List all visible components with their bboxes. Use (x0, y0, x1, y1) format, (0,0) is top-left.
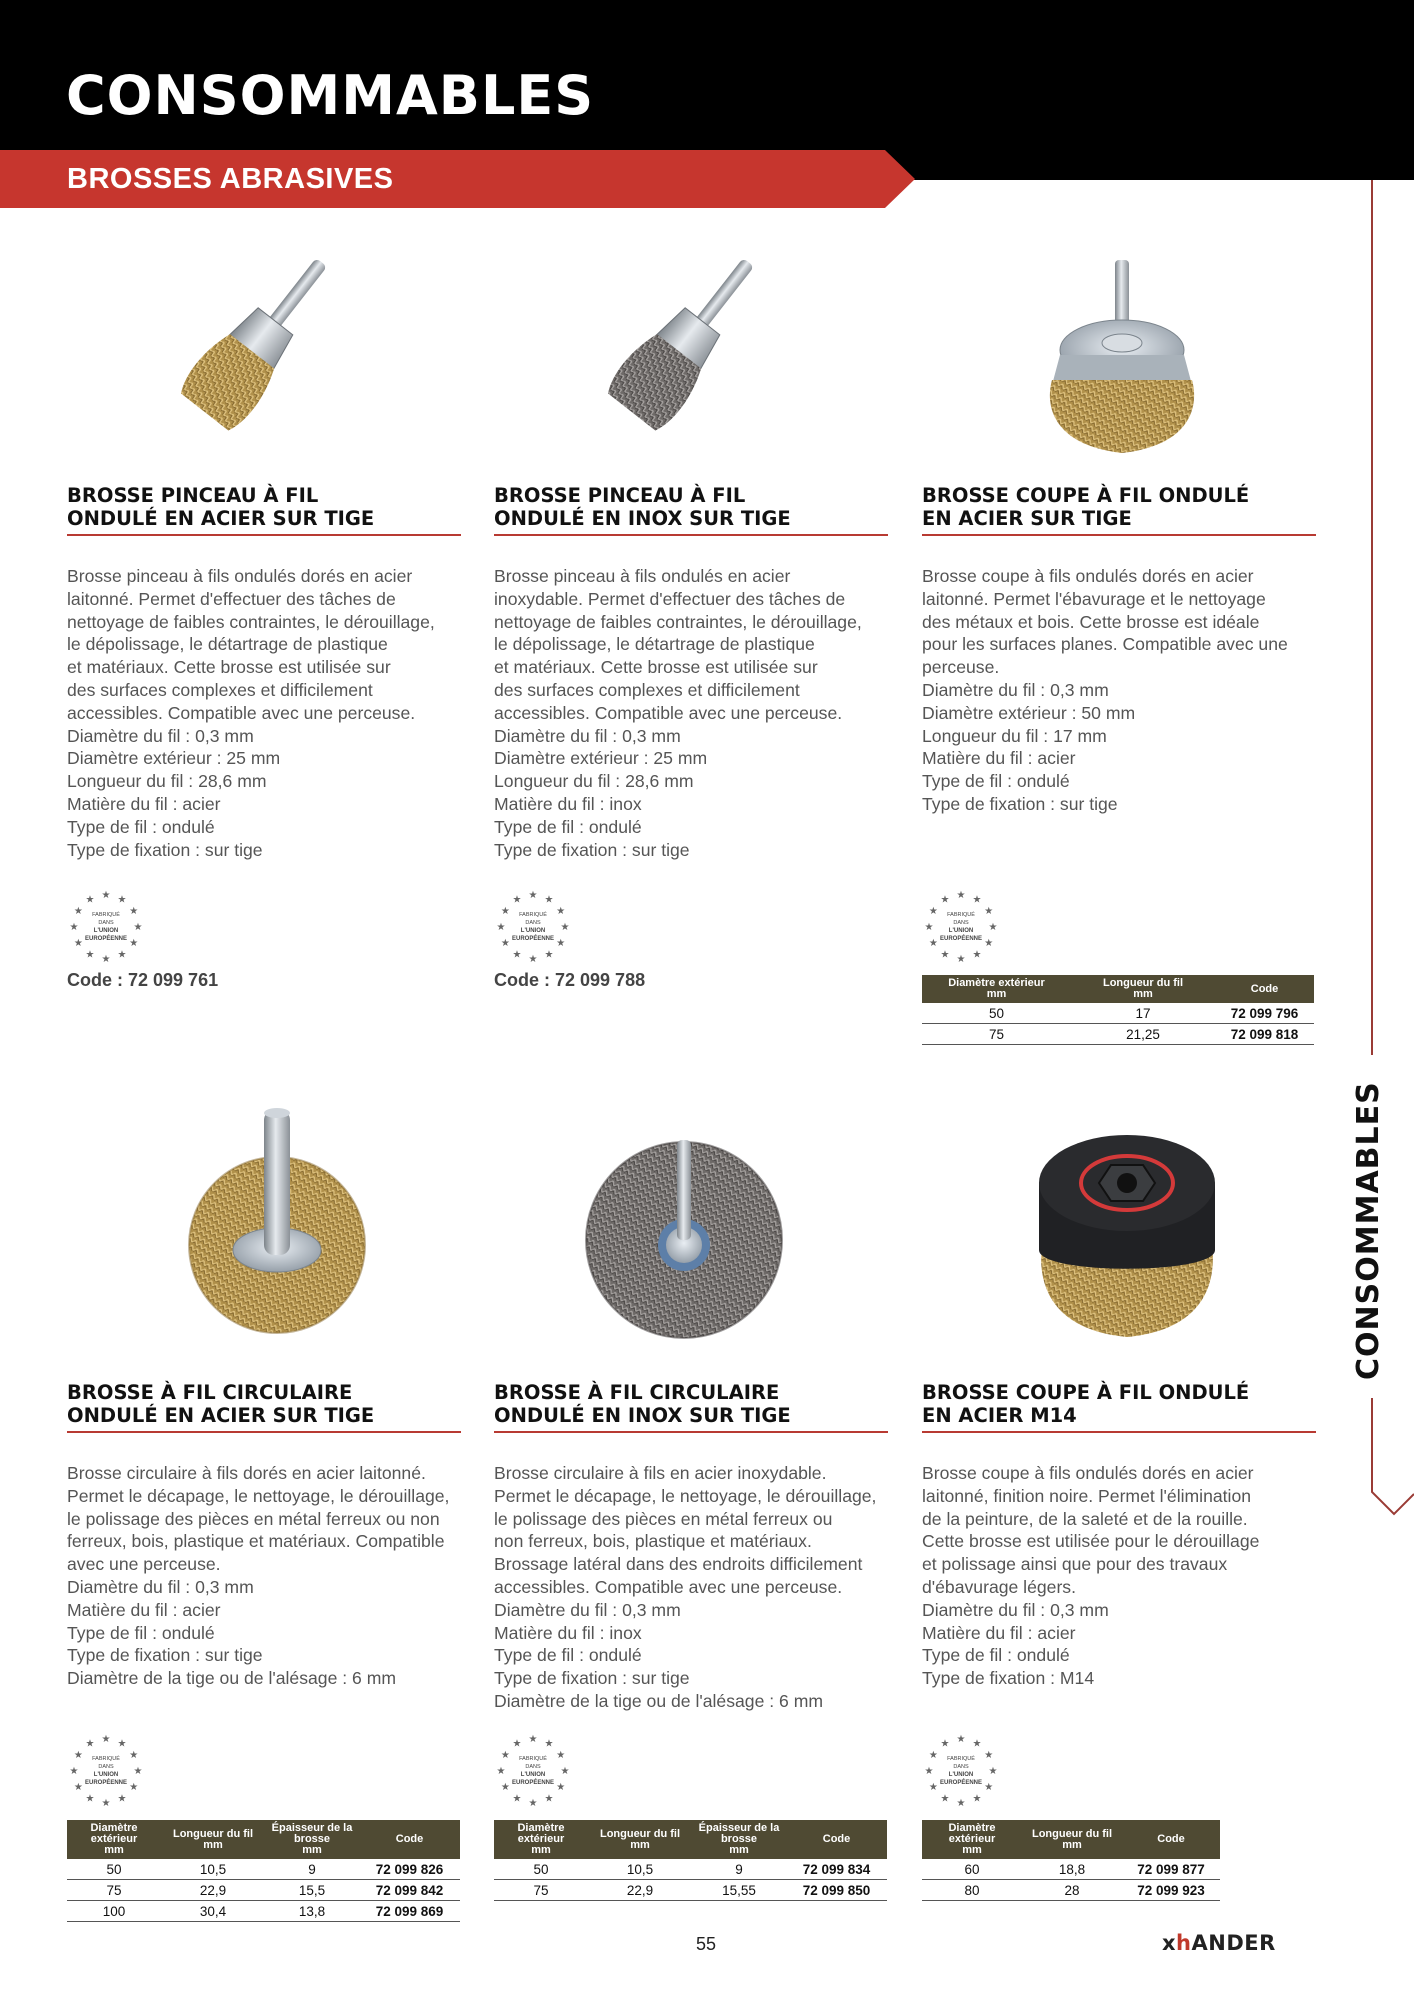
svg-text:★: ★ (988, 922, 998, 933)
svg-text:★: ★ (101, 1798, 111, 1809)
svg-text:★: ★ (69, 1766, 79, 1777)
svg-text:EUROPÉENNE: EUROPÉENNE (84, 1780, 128, 1786)
eu-stars-icon (922, 1732, 1000, 1810)
product-title: BROSSE PINCEAU À FIL ONDULÉ EN ACIER SUR TIGE (67, 484, 461, 536)
svg-text:★: ★ (85, 949, 95, 961)
table-header: Longueur du fil mm (1022, 1820, 1122, 1859)
svg-text:L'UNION: L'UNION (948, 1772, 974, 1778)
svg-text:★: ★ (928, 1750, 938, 1761)
svg-text:★: ★ (544, 949, 554, 961)
table-header: Diamètre extérieur mm (922, 975, 1071, 1003)
eu-made-badge (494, 888, 572, 966)
chevron-icon (1370, 1478, 1414, 1518)
product-image-circular-brush-inox (574, 1130, 794, 1340)
table-header: Diamètre extérieur mm (922, 1820, 1022, 1859)
svg-text:★: ★ (972, 1793, 982, 1805)
product-code: Code : 72 099 761 (67, 970, 219, 990)
svg-text:DANS: DANS (525, 920, 541, 926)
table-header: Code (1215, 975, 1314, 1003)
svg-text:★: ★ (73, 1750, 83, 1761)
eu-made-badge (922, 888, 1000, 966)
svg-text:★: ★ (560, 922, 570, 933)
svg-text:★: ★ (956, 1734, 966, 1745)
product-description: Brosse coupe à fils ondulés dorés en acier laitonné, finition noire. Permet l'élimination de la peinture, de la saleté et de la rouille. Cette brosse est utilisée pour le dérouillage et polissage ainsi que pour des travaux d'ébavurage légers. Diamètre du fil : 0,3 mm Matière du fil : acier Type de fil : ondulé Type de fixation : M14 (922, 1463, 1260, 1689)
table-row: 50 10,5 9 72 099 834 (494, 1859, 887, 1880)
spec-table (922, 975, 1314, 1045)
svg-text:★: ★ (117, 1738, 127, 1750)
svg-text:EUROPÉENNE: EUROPÉENNE (511, 1780, 555, 1786)
table-header: Longueur du fil mm (588, 1820, 692, 1859)
svg-text:★: ★ (69, 922, 79, 933)
svg-text:★: ★ (101, 954, 111, 965)
svg-text:★: ★ (984, 938, 994, 949)
svg-text:★: ★ (928, 906, 938, 917)
svg-text:★: ★ (924, 1766, 934, 1777)
spec-table (494, 1820, 887, 1901)
product-image-cup-brush-steel (1027, 255, 1217, 455)
svg-text:★: ★ (117, 894, 127, 906)
product-description: Brosse circulaire à fils dorés en acier laitonné. Permet le décapage, le nettoyage, le dérouillage, le polissage des pièces en métal ferreux ou non ferreux, bois, plastique et matériaux. Compatible avec une perceuse. Diamètre du fil : 0,3 mm Matière du fil : acier Type de fil : ondulé Type de fixation : sur tige Diamètre de la tige ou de l'alésage : 6 mm (67, 1463, 450, 1689)
svg-text:★: ★ (556, 906, 566, 917)
svg-text:★: ★ (133, 922, 143, 933)
svg-text:EUROPÉENNE: EUROPÉENNE (84, 936, 128, 942)
svg-text:EUROPÉENNE: EUROPÉENNE (939, 936, 983, 942)
svg-text:★: ★ (972, 949, 982, 961)
svg-text:L'UNION: L'UNION (948, 928, 974, 934)
product-description: Brosse coupe à fils ondulés dorés en acier laitonné. Permet l'ébavurage et le nettoyage des métaux et bois. Cette brosse est idéale pour les surfaces planes. Compatible avec une perceuse. Diamètre du fil : 0,3 mm Diamètre extérieur : 50 mm Longueur du fil : 17 mm Matière du fil : acier Type de fil : ondulé Type de fixation : sur tige (922, 566, 1288, 814)
svg-text:FABRIQUÉ: FABRIQUÉ (947, 1756, 975, 1762)
svg-text:★: ★ (496, 922, 506, 933)
svg-text:★: ★ (129, 906, 139, 917)
table-row: 100 30,4 13,8 72 099 869 (67, 1901, 460, 1922)
page-title: CONSOMMABLES (66, 64, 595, 127)
table-row: 60 18,8 72 099 877 (922, 1859, 1220, 1880)
svg-text:★: ★ (117, 949, 127, 961)
eu-made-badge (67, 888, 145, 966)
svg-text:DANS: DANS (953, 1764, 969, 1770)
svg-text:L'UNION: L'UNION (520, 928, 546, 934)
eu-made-badge (922, 1732, 1000, 1810)
svg-text:★: ★ (129, 1782, 139, 1793)
svg-text:EUROPÉENNE: EUROPÉENNE (511, 936, 555, 942)
svg-text:★: ★ (956, 1798, 966, 1809)
svg-text:★: ★ (512, 894, 522, 906)
svg-text:★: ★ (928, 1782, 938, 1793)
product-image-brush-pencil-inox (584, 245, 784, 445)
svg-text:★: ★ (556, 1750, 566, 1761)
svg-text:★: ★ (984, 906, 994, 917)
svg-text:★: ★ (940, 1738, 950, 1750)
svg-text:★: ★ (500, 1750, 510, 1761)
svg-text:L'UNION: L'UNION (520, 1772, 546, 1778)
table-header: Code (1122, 1820, 1220, 1859)
product-image-circular-brush-steel (172, 1105, 382, 1335)
table-header: Épaisseur de la brosse mm (692, 1820, 786, 1859)
svg-text:★: ★ (512, 1738, 522, 1750)
svg-text:FABRIQUÉ: FABRIQUÉ (92, 1756, 120, 1762)
table-row: 50 17 72 099 796 (922, 1003, 1314, 1024)
table-header: Code (359, 1820, 460, 1859)
product-description: Brosse pinceau à fils ondulés en acier inoxydable. Permet d'effectuer des tâches de nettoyage de faibles contraintes, le dérouillage, le dépolissage, le détartrage de plastique et matériaux. Cette brosse est utilisée sur des surfaces complexes et difficilement accessibles. Compatible avec une perceuse. Diamètre du fil : 0,3 mm Diamètre extérieur : 25 mm Longueur du fil : 28,6 mm Matière du fil : inox Type de fil : ondulé Type de fixation : sur tige (494, 566, 862, 860)
product-image-cup-brush-m14 (1027, 1125, 1227, 1345)
eu-stars-icon (67, 1732, 145, 1810)
svg-text:★: ★ (73, 1782, 83, 1793)
svg-text:★: ★ (85, 1738, 95, 1750)
svg-text:★: ★ (512, 949, 522, 961)
svg-text:★: ★ (560, 1766, 570, 1777)
svg-text:★: ★ (940, 949, 950, 961)
svg-text:★: ★ (940, 894, 950, 906)
svg-text:L'UNION: L'UNION (93, 928, 119, 934)
svg-text:★: ★ (500, 1782, 510, 1793)
side-rule (1371, 1398, 1373, 1480)
brand-logo: xhANDER (1162, 1931, 1276, 1955)
svg-text:FABRIQUÉ: FABRIQUÉ (519, 1756, 547, 1762)
svg-text:★: ★ (117, 1793, 127, 1805)
product-title: BROSSE PINCEAU À FIL ONDULÉ EN INOX SUR TIGE (494, 484, 888, 536)
table-row: 50 10,5 9 72 099 826 (67, 1859, 460, 1880)
eu-stars-icon (494, 888, 572, 966)
eu-stars-icon (67, 888, 145, 966)
section-title: BROSSES ABRASIVES (67, 163, 394, 195)
svg-text:★: ★ (972, 1738, 982, 1750)
svg-text:★: ★ (528, 1734, 538, 1745)
svg-text:★: ★ (500, 938, 510, 949)
svg-text:★: ★ (956, 954, 966, 965)
table-header: Diamètre extérieur mm (494, 1820, 588, 1859)
svg-text:★: ★ (101, 1734, 111, 1745)
svg-text:DANS: DANS (98, 920, 114, 926)
svg-text:★: ★ (984, 1750, 994, 1761)
side-section-label: CONSOMMABLES (1351, 1081, 1386, 1380)
table-row: 80 28 72 099 923 (922, 1880, 1220, 1901)
svg-text:FABRIQUÉ: FABRIQUÉ (519, 912, 547, 918)
svg-text:★: ★ (528, 890, 538, 901)
eu-stars-icon (922, 888, 1000, 966)
eu-made-badge (67, 1732, 145, 1810)
svg-text:DANS: DANS (953, 920, 969, 926)
table-header: Code (786, 1820, 887, 1859)
svg-text:★: ★ (988, 1766, 998, 1777)
svg-text:EUROPÉENNE: EUROPÉENNE (939, 1780, 983, 1786)
svg-text:★: ★ (528, 1798, 538, 1809)
spec-table (922, 1820, 1220, 1901)
table-header: Longueur du fil mm (1071, 975, 1215, 1003)
svg-text:★: ★ (85, 894, 95, 906)
svg-text:★: ★ (101, 890, 111, 901)
svg-text:★: ★ (129, 1750, 139, 1761)
svg-text:★: ★ (73, 938, 83, 949)
svg-text:★: ★ (512, 1793, 522, 1805)
svg-text:★: ★ (928, 938, 938, 949)
product-title: BROSSE COUPE À FIL ONDULÉ EN ACIER M14 (922, 1381, 1316, 1433)
svg-text:DANS: DANS (525, 1764, 541, 1770)
product-image-brush-pencil-steel (157, 245, 357, 445)
svg-text:FABRIQUÉ: FABRIQUÉ (947, 912, 975, 918)
table-header: Diamètre extérieur mm (67, 1820, 161, 1859)
svg-text:★: ★ (924, 922, 934, 933)
product-description: Brosse circulaire à fils en acier inoxydable. Permet le décapage, le nettoyage, le dérouillage, le polissage des pièces en métal ferreux ou non ferreux, bois, plastique et matériaux. Brossage latéral dans des endroits difficilement accessibles. Compatible avec une perceuse. Diamètre du fil : 0,3 mm Matière du fil : inox Type de fil : ondulé Type de fixation : sur tige Diamètre de la tige ou de l'alésage : 6 mm (494, 1463, 877, 1711)
svg-text:★: ★ (984, 1782, 994, 1793)
svg-text:★: ★ (972, 894, 982, 906)
svg-text:★: ★ (556, 938, 566, 949)
svg-text:★: ★ (556, 1782, 566, 1793)
eu-stars-icon (494, 1732, 572, 1810)
table-header: Longueur du fil mm (161, 1820, 265, 1859)
svg-text:L'UNION: L'UNION (93, 1772, 119, 1778)
table-header: Épaisseur de la brosse mm (265, 1820, 359, 1859)
svg-text:★: ★ (544, 1738, 554, 1750)
svg-text:★: ★ (500, 906, 510, 917)
spec-table (67, 1820, 460, 1922)
product-code: Code : 72 099 788 (494, 970, 646, 990)
svg-text:★: ★ (956, 890, 966, 901)
eu-made-badge (494, 1732, 572, 1810)
svg-text:FABRIQUÉ: FABRIQUÉ (92, 912, 120, 918)
product-title: BROSSE À FIL CIRCULAIRE ONDULÉ EN ACIER SUR TIGE (67, 1381, 461, 1433)
product-title: BROSSE À FIL CIRCULAIRE ONDULÉ EN INOX SUR TIGE (494, 1381, 888, 1433)
table-row: 75 22,9 15,5 72 099 842 (67, 1880, 460, 1901)
svg-text:★: ★ (85, 1793, 95, 1805)
svg-text:★: ★ (496, 1766, 506, 1777)
svg-text:★: ★ (73, 906, 83, 917)
svg-text:★: ★ (544, 1793, 554, 1805)
svg-text:★: ★ (544, 894, 554, 906)
side-rule (1371, 180, 1373, 1055)
table-row: 75 21,25 72 099 818 (922, 1024, 1314, 1045)
page-number: 55 (696, 1934, 717, 1954)
svg-text:★: ★ (940, 1793, 950, 1805)
svg-text:★: ★ (528, 954, 538, 965)
svg-text:DANS: DANS (98, 1764, 114, 1770)
svg-text:★: ★ (133, 1766, 143, 1777)
table-row: 75 22,9 15,55 72 099 850 (494, 1880, 887, 1901)
svg-text:★: ★ (129, 938, 139, 949)
product-title: BROSSE COUPE À FIL ONDULÉ EN ACIER SUR TIGE (922, 484, 1316, 536)
product-description: Brosse pinceau à fils ondulés dorés en acier laitonné. Permet d'effectuer des tâches de nettoyage de faibles contraintes, le dérouillage, le dépolissage, le détartrage de plastique et matériaux. Cette brosse est utilisée sur des surfaces complexes et difficilement accessibles. Compatible avec une perceuse. Diamètre du fil : 0,3 mm Diamètre extérieur : 25 mm Longueur du fil : 28,6 mm Matière du fil : acier Type de fil : ondulé Type de fixation : sur tige (67, 566, 435, 860)
